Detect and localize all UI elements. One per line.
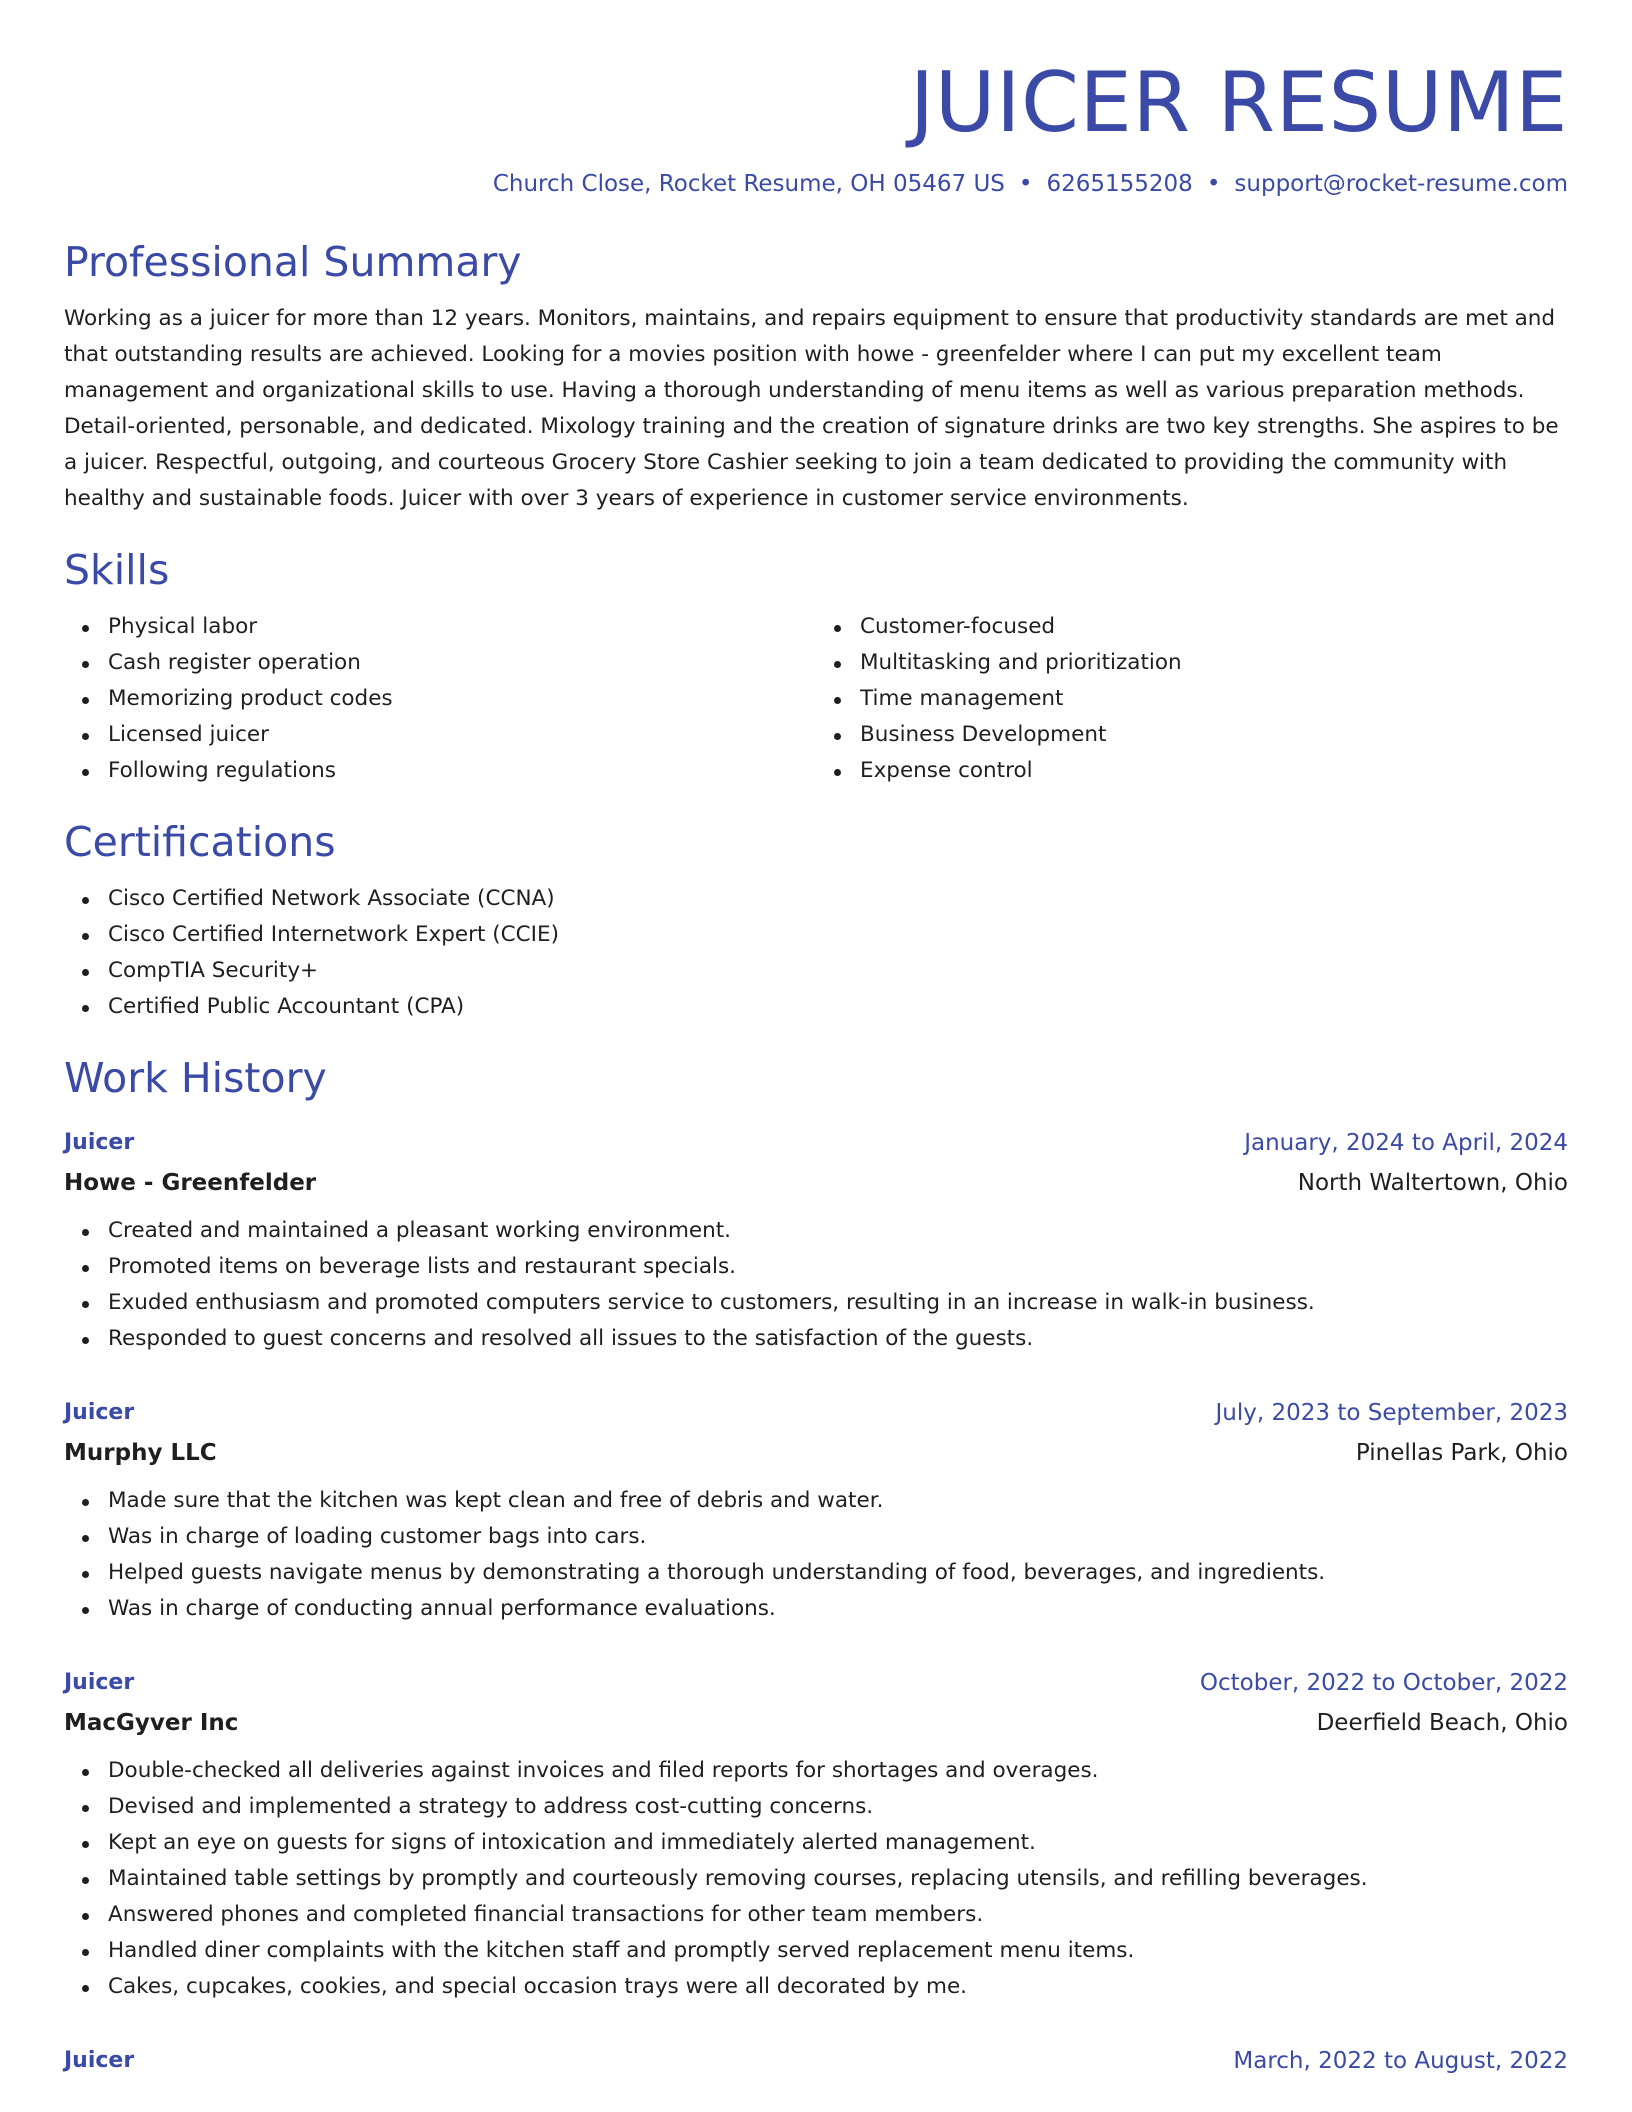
- job-duty: Cakes, cupcakes, cookies, and special occasion trays were all decorated by me.: [108, 1969, 1568, 2005]
- job-duty: Exuded enthusiasm and promoted computers service to customers, resulting in an increase in walk-in business.: [108, 1285, 1568, 1321]
- contact-separator: •: [1206, 171, 1221, 197]
- skill-item: Expense control: [860, 753, 1568, 789]
- resume-page: [64, 0, 1568, 2079]
- contact-address: Church Close, Rocket Resume, OH 05467 US: [492, 171, 1005, 197]
- contact-line: [64, 171, 1568, 197]
- certification-item: Cisco Certified Internetwork Expert (CCIE): [108, 917, 1568, 953]
- job-dates: July, 2023 to September, 2023: [1215, 1400, 1568, 1426]
- job-duty: Created and maintained a pleasant working environment.: [108, 1213, 1568, 1249]
- resume-name: JUICER RESUME: [909, 54, 1568, 151]
- certification-item: CompTIA Security+: [108, 953, 1568, 989]
- skill-item: Multitasking and prioritization: [860, 645, 1568, 681]
- work-history-heading: Work History: [64, 1054, 327, 1102]
- job-title: Juicer: [64, 1670, 135, 1695]
- job-title: Juicer: [64, 1130, 135, 1155]
- skill-item: Customer-focused: [860, 609, 1568, 645]
- job-duty: Promoted items on beverage lists and restaurant specials.: [108, 1249, 1568, 1285]
- job-company: MacGyver Inc: [64, 1710, 239, 1736]
- job-duties: [64, 1483, 1568, 1627]
- skill-item: Physical labor: [108, 609, 816, 645]
- job-company: Howe - Greenfelder: [64, 1170, 317, 1196]
- summary-text: Working as a juicer for more than 12 years. Monitors, maintains, and repairs equipment to ensure that productivity standards are met and that outstanding results are achieved. Looking for a movies position with howe - greenfelder where I can put my excellent team management and organizational skills to use. Having a thorough understanding of menu items as well as various preparation methods. Detail-oriented, personable, and dedicated. Mixology training and the creation of signature drinks are two key strengths. She aspires to be a juicer. Respectful, outgoing, and courteous Grocery Store Cashier seeking to join a team dedicated to providing the community with healthy and sustainable foods. Juicer with over 3 years of experience in customer service environments.: [64, 306, 1559, 511]
- contact-email: support@rocket-resume.com: [1234, 171, 1568, 197]
- job-duty: Handled diner complaints with the kitchen staff and promptly served replacement menu items.: [108, 1933, 1568, 1969]
- job-duty: Was in charge of loading customer bags into cars.: [108, 1519, 1568, 1555]
- job-duty: Made sure that the kitchen was kept clean and free of debris and water.: [108, 1483, 1568, 1519]
- job-duty: Double-checked all deliveries against invoices and filed reports for shortages and overages.: [108, 1753, 1568, 1789]
- certifications-list: [64, 881, 1568, 1025]
- job-duty: Was in charge of conducting annual performance evaluations.: [108, 1591, 1568, 1627]
- skill-item: Cash register operation: [108, 645, 816, 681]
- skills-column-right: [816, 609, 1568, 789]
- job-duty: Responded to guest concerns and resolved all issues to the satisfaction of the guests.: [108, 1321, 1568, 1357]
- job-duties: [64, 1753, 1568, 2005]
- certifications-heading: Certifications: [64, 818, 336, 866]
- job-location: Pinellas Park, Ohio: [1355, 1440, 1568, 1466]
- job-duty: Kept an eye on guests for signs of intoxication and immediately alerted management.: [108, 1825, 1568, 1861]
- skill-item: Business Development: [860, 717, 1568, 753]
- job-duty: Maintained table settings by promptly and courteously removing courses, replacing utensils, and refilling beverages.: [108, 1861, 1568, 1897]
- skills-column-left: [64, 609, 816, 789]
- summary-heading: Professional Summary: [64, 238, 522, 286]
- job-entry: [64, 1665, 1568, 2005]
- job-dates: October, 2022 to October, 2022: [1199, 1670, 1568, 1696]
- job-location: North Waltertown, Ohio: [1297, 1170, 1568, 1196]
- job-title: Juicer: [64, 2048, 135, 2073]
- job-entry: [64, 1395, 1568, 1627]
- job-duties: [64, 1213, 1568, 1357]
- job-title: Juicer: [64, 1400, 135, 1425]
- job-duty: Answered phones and completed financial transactions for other team members.: [108, 1897, 1568, 1933]
- job-entry: [64, 2043, 1568, 2079]
- certification-item: Cisco Certified Network Associate (CCNA): [108, 881, 1568, 917]
- job-dates: January, 2024 to April, 2024: [1244, 1130, 1568, 1156]
- skill-item: Licensed juicer: [108, 717, 816, 753]
- skills-heading: Skills: [64, 546, 170, 594]
- job-duty: Devised and implemented a strategy to address cost-cutting concerns.: [108, 1789, 1568, 1825]
- job-location: Deerfield Beach, Ohio: [1316, 1710, 1568, 1736]
- contact-phone: 6265155208: [1046, 171, 1193, 197]
- job-company: Murphy LLC: [64, 1440, 217, 1466]
- skill-item: Following regulations: [108, 753, 816, 789]
- skills-list: [64, 609, 1568, 789]
- skill-item: Time management: [860, 681, 1568, 717]
- job-dates: March, 2022 to August, 2022: [1233, 2048, 1568, 2074]
- job-duty: Helped guests navigate menus by demonstrating a thorough understanding of food, beverages, and ingredients.: [108, 1555, 1568, 1591]
- skill-item: Memorizing product codes: [108, 681, 816, 717]
- contact-separator: •: [1018, 171, 1033, 197]
- certification-item: Certified Public Accountant (CPA): [108, 989, 1568, 1025]
- job-entry: [64, 1125, 1568, 1357]
